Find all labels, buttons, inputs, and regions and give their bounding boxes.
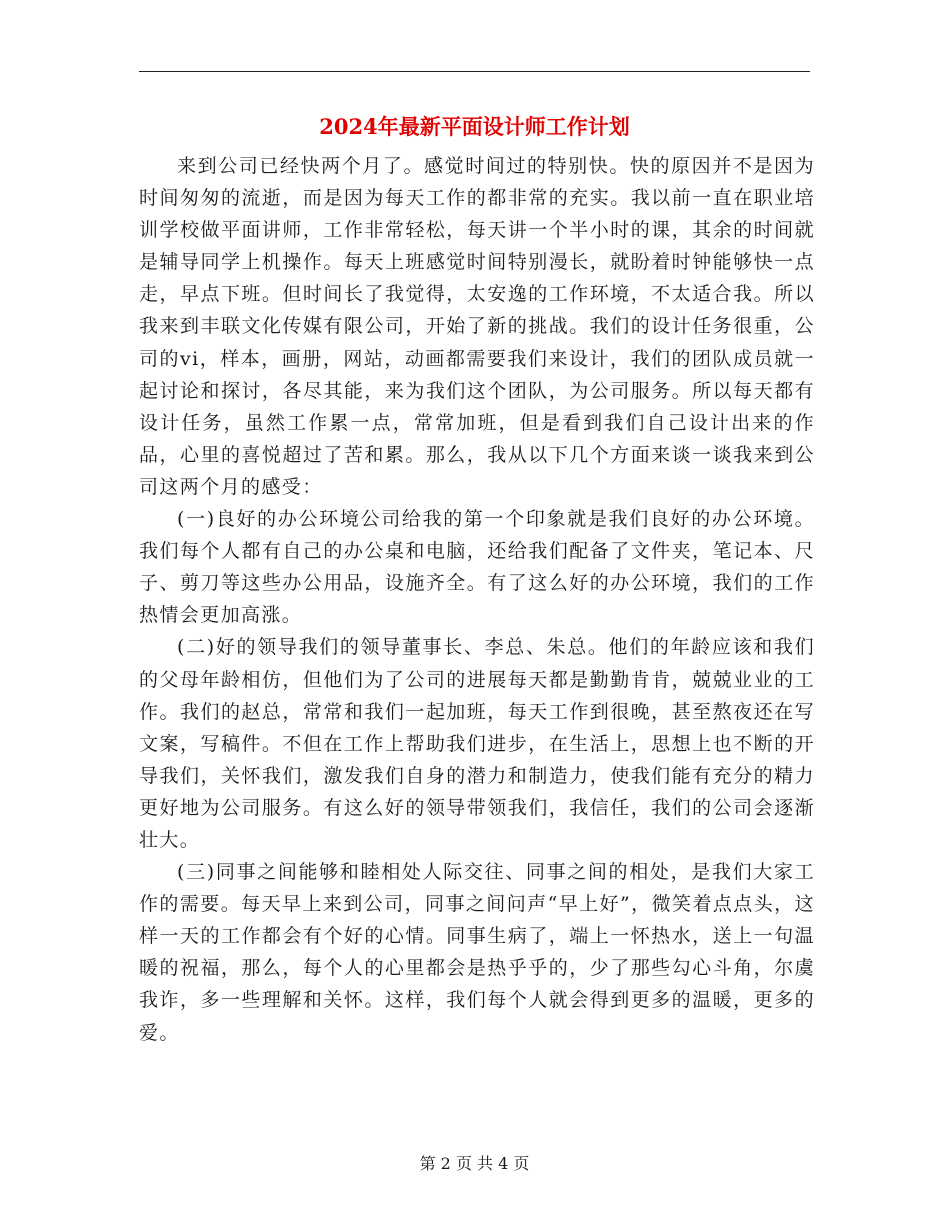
body-paragraph-leadership: (二)好的领导我们的领导董事长、李总、朱总。他们的年龄应该和我们的父母年龄相仿，但他们为了公司的进展每天都是勤勤肯肯，兢兢业业的工作。我们的赵总，常常和我们一起加班，每天工作到很晚，甚至熬夜还在写文案，写稿件。不但在工作上帮助我们进步，在生活上，思想上也不断的开导我们，关怀我们，激发我们自身的潜力和制造力，使我们能有充分的精力更好地为公司服务。有这么好的领导带领我们，我信任，我们的公司会逐渐壮大。 — [139, 636, 815, 851]
body-paragraph-colleagues: (三)同事之间能够和睦相处人际交往、同事之间的相处，是我们大家工作的需要。每天早上来到公司，同事之间问声“早上好”，微笑着点点头，这样一天的工作都会有个好的心情。同事生病了，端上一怀热水，送上一句温暖的祝福，那么，每个人的心里都会是热乎乎的，少了那些勾心斗角，尔虞我诈，多一些理解和关怀。这样，我们每个人就会得到更多的温暖，更多的爱。 — [139, 861, 815, 1044]
page-footer: 第 2 页 共 4 页 — [419, 1154, 530, 1173]
document-body — [139, 150, 815, 1049]
body-paragraph-office-environment: (一)良好的办公环境公司给我的第一个印象就是我们良好的办公环境。我们每个人都有自己的办公桌和电脑，还给我们配备了文件夹，笔记本、尺子、剪刀等这些办公用品，设施齐全。有了这么好的办公环境，我们的工作热情会更加高涨。 — [139, 508, 815, 627]
body-paragraph-intro: 来到公司已经快两个月了。感觉时间过的特别快。快的原因并不是因为时间匆匆的流逝，而是因为每天工作的都非常的充实。我以前一直在职业培训学校做平面讲师，工作非常轻松，每天讲一个半小时的课，其余的时间就是辅导同学上机操作。每天上班感觉时间特别漫长，就盼着时钟能够快一点走，早点下班。但时间长了我觉得，太安逸的工作环境，不太适合我。所以我来到丰联文化传媒有限公司，开始了新的挑战。我们的设计任务很重，公司的vi，样本，画册，网站，动画都需要我们来设计，我们的团队成员就一起讨论和探讨，各尽其能，来为我们这个团队，为公司服务。所以每天都有设计任务，虽然工作累一点，常常加班，但是看到我们自己设计出来的作品，心里的喜悦超过了苦和累。那么，我从以下几个方面来谈一谈我来到公司这两个月的感受： — [139, 155, 815, 498]
document-title: 2024年最新平面设计师工作计划 — [319, 114, 630, 139]
header-rule — [139, 71, 810, 72]
